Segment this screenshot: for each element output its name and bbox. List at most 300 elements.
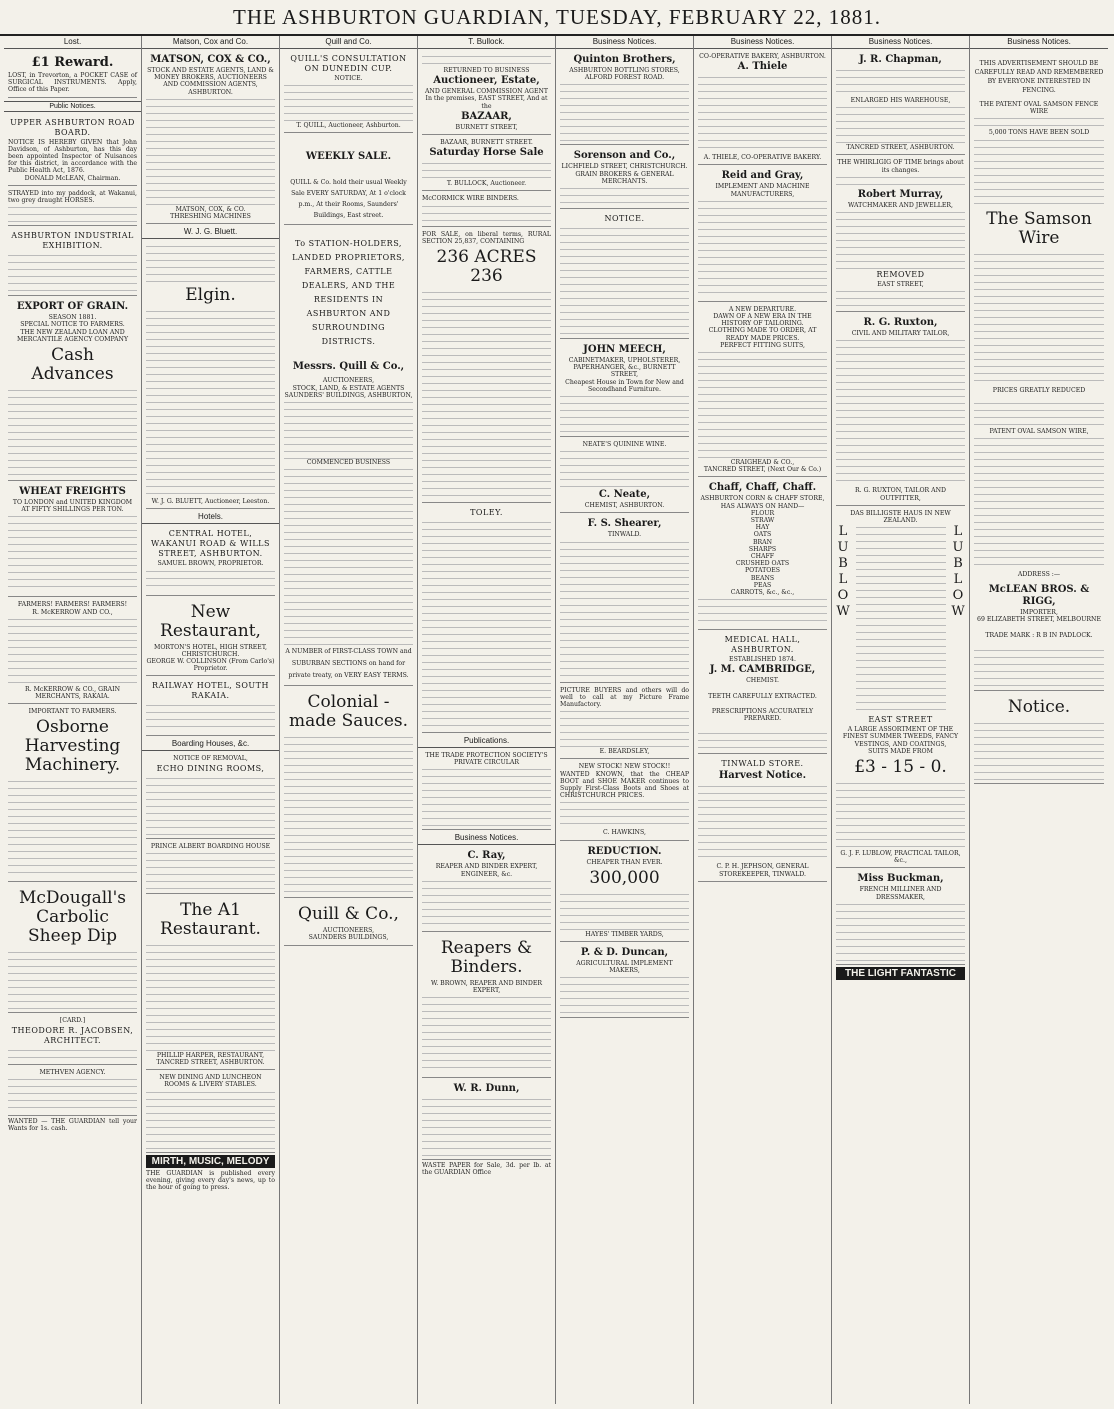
- ad-sub: ASHBURTON CORN & CHAFF STORE,: [700, 495, 825, 503]
- ad-title: QUILL'S CONSULTATION ON DUNEDIN CUP.: [290, 54, 407, 73]
- chaff-item: PEAS: [753, 581, 772, 589]
- ad-sub: TINWALD.: [607, 531, 642, 539]
- column-head: Matson, Cox and Co.: [142, 36, 279, 49]
- ad-title: REDUCTION.: [587, 845, 662, 857]
- ad-sign: A. THIELE, CO-OPERATIVE BAKERY.: [703, 154, 822, 162]
- ad-title: PRINCE ALBERT BOARDING HOUSE: [150, 842, 271, 850]
- masthead-title: THE ASHBURTON GUARDIAN, TUESDAY, FEBRUARY 22, 1881.: [233, 5, 881, 29]
- mccormick-ad: [422, 193, 551, 226]
- ad-text: FOR SALE, on liberal terms, RURAL SECTION 25,837, CONTAINING: [422, 230, 551, 245]
- chaff-item: CHAFF: [750, 553, 775, 561]
- text-block: [560, 539, 689, 679]
- text-block: [836, 901, 965, 961]
- column-head: Business Notices.: [694, 36, 831, 49]
- column-8: [970, 36, 1108, 1404]
- ad-sub: THE PATENT OVAL SAMSON FENCE WIRE: [979, 101, 1099, 116]
- text-block: [422, 160, 551, 180]
- ad-sub: CHEMIST, ASHBURTON.: [584, 502, 665, 510]
- text-block: [856, 524, 946, 714]
- text-block: [146, 702, 275, 732]
- text-block: [836, 337, 965, 487]
- ad-sub: AGRICULTURAL IMPLEMENT MAKERS,: [576, 960, 673, 975]
- ad-title: TINWALD STORE.: [721, 759, 804, 769]
- ruxton-ad: [836, 314, 965, 506]
- ad-title: THE TRADE PROTECTION SOCIETY'S PRIVATE CIRCULAR: [425, 752, 548, 767]
- section-head: Business Notices.: [418, 832, 555, 845]
- weekly-sale-ad: [284, 135, 413, 225]
- text-block: [560, 225, 689, 335]
- text-block: [284, 466, 413, 646]
- section-head: Hotels.: [142, 511, 279, 524]
- ad-sub: RETURNED TO BUSINESS: [443, 67, 530, 74]
- ad-sub: HAS ALWAYS ON HAND—: [720, 502, 805, 510]
- bakery-ad: [698, 51, 827, 165]
- section-head: W. J. G. Bluett.: [142, 226, 279, 239]
- farmers-ad: [8, 599, 137, 704]
- ad-title: P. & D. Duncan,: [580, 947, 669, 959]
- ad-title: The A1 Restaurant.: [160, 899, 261, 939]
- ad-sub: ADDRESS :—: [1017, 571, 1061, 579]
- trade-ad: [422, 750, 551, 830]
- ad-text: LOST, in Trevorton, a POCKET CASE of SURGICAL INSTRUMENTS. Apply, Office of this Paper.: [8, 72, 137, 94]
- ad-title: McCORMICK WIRE BINDERS.: [422, 195, 519, 203]
- ad-sub: IMPLEMENT AND MACHINE MANUFACTURERS,: [715, 183, 810, 198]
- ad-sub: FRENCH MILLINER AND DRESSMAKER,: [859, 886, 942, 901]
- ad-sub: STOCK AND ESTATE AGENTS, LAND & MONEY BROKERS, AUCTIONEERS AND COMMISSION AGENTS, ASHBURTON.: [147, 67, 274, 96]
- text-block: [698, 596, 827, 626]
- columns: [4, 36, 1110, 1404]
- ad-sub: IMPORTANT TO FARMERS.: [28, 708, 117, 716]
- ad-title: A. Thiele: [737, 61, 788, 73]
- ad-title: C. Ray,: [467, 850, 506, 862]
- boots-ad: [560, 761, 689, 840]
- ad-title: Osborne Harvesting Machinery.: [24, 717, 121, 776]
- ad-title: RAILWAY HOTEL, SOUTH RAKAIA.: [152, 681, 269, 701]
- notice-ad: [560, 211, 689, 339]
- text-block: [974, 435, 1104, 565]
- ad-sub: THRESHING MACHINES: [170, 213, 251, 221]
- ad-sub: SUITS MADE FROM: [868, 747, 933, 755]
- reward-ad: [8, 51, 137, 98]
- ad-title: R. G. Ruxton,: [863, 317, 938, 329]
- text-block: [8, 616, 137, 686]
- ad-sub: ASHBURTON BOTTLING STORES, ALFORD FOREST ROAD.: [569, 67, 680, 82]
- ad-sub: CLOTHING MADE TO ORDER, AT READY MADE PRICES.: [708, 327, 817, 342]
- ad-title: MATSON, COX & CO.,: [150, 54, 271, 65]
- ad-title: UPPER ASHBURTON ROAD BOARD.: [10, 117, 135, 137]
- text-block: [836, 209, 965, 269]
- ad-sub: CABINETMAKER, UPHOLSTERER, PAPERHANGER, &c., BURNETT STREET,: [568, 357, 681, 379]
- section-head: Public Notices.: [4, 101, 141, 112]
- ad-sign: R. McKERROW & CO., GRAIN MERCHANTS, RAKAIA.: [25, 685, 120, 701]
- ad-title: J. R. Chapman,: [859, 54, 942, 65]
- architect-ad: [8, 1015, 137, 1064]
- chaff-item: HAY: [755, 524, 770, 532]
- ad-sign: SAMUEL BROWN, PROPRIETOR.: [157, 560, 264, 568]
- ad-sub: TRADE MARK : R B IN PADLOCK.: [985, 631, 1093, 639]
- shearer-ad: [560, 515, 689, 682]
- text-block: [836, 104, 965, 144]
- ad-sub: 69 ELIZABETH STREET, MELBOURNE: [977, 616, 1101, 624]
- ad-sub: [CARD.]: [59, 1017, 86, 1025]
- ad-text: NOTICE IS HEREBY GIVEN that John Davidson, of Ashburton, has this day been appointed Inspector of Nuisances for this district, in accordance with the Public Health Act, 1876.: [8, 138, 137, 175]
- section-head: Publications.: [418, 735, 555, 748]
- sauces-ad: [284, 688, 413, 898]
- methven-ad: [8, 1067, 137, 1116]
- ad-sub: STOCK, LAND, & ESTATE AGENTS: [292, 384, 405, 392]
- ad-sub: SEASON 1881.: [48, 314, 97, 322]
- chaff-item: BRAN: [752, 538, 773, 546]
- ad-title: FARMERS! FARMERS! FARMERS!: [17, 601, 128, 609]
- ad-sub: PRICES GREATLY REDUCED: [992, 386, 1086, 394]
- column-3: [280, 36, 418, 1404]
- ad-title: New Restaurant,: [160, 601, 261, 641]
- ad-sign: CRAIGHEAD & CO.,: [730, 459, 795, 467]
- ad-title: WHEAT FREIGHTS: [19, 486, 126, 498]
- column-head: T. Bullock.: [418, 36, 555, 49]
- text-block: [836, 288, 965, 308]
- ad-sign: PHILLIP HARPER, RESTAURANT, TANCRED STREET, ASHBURTON.: [156, 1051, 265, 1067]
- ad-sign: G. J. F. LUBLOW, PRACTICAL TAILOR, &c.,: [840, 850, 961, 865]
- ad-sub: EAST STREET: [868, 715, 933, 725]
- text-block: [422, 878, 551, 928]
- ad-sub: DAWN OF A NEW ERA IN THE HISTORY OF TAILORING.: [713, 313, 812, 328]
- ad-title: BAZAAR,: [461, 110, 512, 122]
- ad-sub: 5,000 TONS HAVE BEEN SOLD: [988, 129, 1090, 137]
- text-block: [974, 400, 1104, 428]
- albert-ad: [146, 841, 275, 894]
- central-hotel-ad: [146, 526, 275, 595]
- text-block: [8, 778, 137, 878]
- text-block: [146, 942, 275, 1052]
- ad-sign: T. QUILL, Auctioneer, Ashburton.: [296, 122, 401, 130]
- ad-sub: R. McKERROW AND CO.,: [32, 608, 113, 616]
- samson-ad: [974, 51, 1104, 691]
- ad-title: METHVEN AGENCY.: [39, 1068, 106, 1076]
- ad-sub: CO-OPERATIVE BAKERY, ASHBURTON.: [699, 53, 826, 60]
- text-block: [698, 730, 827, 750]
- ad-title: NEATE'S QUININE WINE.: [582, 441, 667, 449]
- chaff-item: POTATOES: [744, 567, 781, 575]
- ad-sub: PRESCRIPTIONS ACCURATELY PREPARED.: [711, 707, 814, 723]
- ad-title: Elgin.: [185, 285, 236, 306]
- ad-sub: CHEMIST.: [746, 677, 779, 685]
- ad-sub: BAZAAR, BURNETT STREET.: [440, 139, 533, 147]
- ad-title: Chaff, Chaff, Chaff.: [708, 482, 817, 494]
- ad-title: 300,000: [589, 867, 660, 888]
- text-block: [836, 780, 965, 850]
- ad-title: REMOVED: [876, 270, 925, 280]
- wheat-ad: [8, 483, 137, 597]
- ad-sub: AND GENERAL COMMISSION AGENT: [424, 88, 549, 96]
- ad-title: Harvest Notice.: [718, 770, 807, 782]
- quill-station-ad: [284, 227, 413, 686]
- column-5: [556, 36, 694, 1404]
- ad-title: 236 ACRES 236: [436, 247, 537, 287]
- column-head: Business Notices.: [970, 36, 1108, 49]
- ad-text: THE WHIRLIGIG OF TIME brings about its changes.: [837, 159, 964, 174]
- column-1: [4, 36, 142, 1404]
- ad-sub: TANCRED STREET, (Next Our & Co.): [703, 466, 822, 474]
- picture-ad: [560, 685, 689, 760]
- ad-sign: C. HAWKINS,: [603, 829, 646, 837]
- text-block: [698, 349, 827, 459]
- ad-title: Auctioneer, Estate,: [433, 75, 540, 87]
- vertical-word: LUBLOW: [836, 524, 850, 620]
- a1-ad: [146, 896, 275, 1070]
- reapers-ad: [422, 934, 551, 1078]
- text-block: [560, 81, 689, 141]
- reid-ad: [698, 167, 827, 301]
- ad-title: WEEKLY SALE.: [305, 151, 392, 163]
- column-2: [142, 36, 280, 1404]
- lublow-ad: [836, 508, 965, 869]
- tailoring-ad: [698, 304, 827, 478]
- ad-title: Reapers & Binders.: [440, 937, 533, 977]
- text-block: [974, 115, 1104, 129]
- text-block: [560, 185, 689, 205]
- text-block: [146, 96, 275, 206]
- text-block: [8, 949, 137, 1009]
- ad-sign: R. G. RUXTON, TAILOR AND OUTFITTER,: [854, 487, 947, 502]
- chaff-item: OATS: [753, 531, 772, 539]
- text-block: [8, 204, 137, 222]
- ad-sub: TO LONDON and UNITED KINGDOM AT FIFTY SHILLINGS PER TON.: [12, 499, 133, 514]
- chaff-item: SHARPS: [748, 545, 777, 553]
- text-block: [8, 513, 137, 593]
- ad-sub: ESTABLISHED 1874.: [729, 656, 796, 664]
- ad-title: W. R. Dunn,: [453, 1083, 520, 1095]
- text-block: [422, 1096, 551, 1156]
- chaff-items: [698, 510, 827, 596]
- ad-sub: MORTON'S HOTEL, HIGH STREET, CHRISTCHURCH.: [153, 643, 268, 658]
- consultation-ad: [284, 51, 413, 133]
- rural-ad: [422, 229, 551, 503]
- ad-sub: NOTICE OF REMOVAL,: [173, 755, 248, 763]
- ad-sub: BURNETT STREET,: [455, 123, 518, 131]
- dining-ad: [146, 1072, 275, 1152]
- text-block: [698, 783, 827, 863]
- ad-title: JOHN MEECH,: [583, 344, 666, 356]
- ad-sub: LICHFIELD STREET, CHRISTCHURCH.: [561, 163, 688, 171]
- ad-title: £1 Reward.: [31, 55, 114, 70]
- ad-sub: CHEAPER THAN EVER.: [586, 858, 663, 866]
- meech-ad: [560, 341, 689, 437]
- text-block: [8, 1047, 137, 1061]
- ad-sub: TEETH CAREFULLY EXTRACTED.: [708, 692, 817, 700]
- text-block: [8, 387, 137, 477]
- ad-sub: SAUNDERS BUILDINGS,: [308, 934, 389, 942]
- wanted-ad: WANTED — THE GUARDIAN tell your Wants for 1s. cash.: [8, 1117, 137, 1133]
- ad-title: ECHO DINING ROOMS,: [156, 763, 265, 773]
- ad-title: TOLEY.: [470, 508, 503, 518]
- price-display: £3 - 15 - 0.: [854, 757, 947, 778]
- ad-sub: PERFECT FITTING SUITS,: [720, 341, 805, 349]
- ray-ad: [422, 847, 551, 931]
- ad-sign: TANCRED STREET, ASHBURTON.: [846, 144, 955, 152]
- fantastic-banner: THE LIGHT FANTASTIC: [836, 967, 965, 980]
- ad-title: Messrs. Quill & Co.,: [292, 361, 405, 373]
- ad-title: A NEW DEPARTURE.: [728, 305, 797, 313]
- text-block: [836, 174, 965, 188]
- ad-title: NEW DINING AND LUNCHEON ROOMS & LIVERY STABLES.: [159, 1074, 262, 1089]
- text-block: [146, 775, 275, 835]
- duncan-ad: [560, 944, 689, 1018]
- strayed-ad: [8, 188, 137, 226]
- ad-title: MEDICAL HALL, ASHBURTON.: [724, 635, 801, 655]
- ad-text: WANTED KNOWN, that the CHEAP BOOT and SHOE MAKER continues to Supply First-Class Boots and Shoes at CHRISTCHURCH PRICES.: [560, 770, 689, 800]
- ad-title: Notice.: [1007, 696, 1071, 717]
- ad-sub: CIVIL AND MILITARY TAILOR,: [851, 330, 950, 338]
- guardian-note: THE GUARDIAN is published every evening, giving every day's news, up to the hour of going to press.: [146, 1169, 275, 1192]
- ad-sub: PATENT OVAL SAMSON WIRE,: [989, 427, 1089, 435]
- ad-title: C. Neate,: [598, 489, 651, 501]
- ad-sign: DONALD McLEAN, Chairman.: [24, 174, 121, 182]
- text-block: [698, 198, 827, 298]
- text-block: [422, 994, 551, 1074]
- column-head: Quill and Co.: [280, 36, 417, 49]
- text-block: [974, 251, 1104, 381]
- ad-title: Cash Advances: [31, 345, 114, 385]
- quinine-ad: [560, 439, 689, 513]
- ad-sub: Cheapest House in Town for New and Secondhand Furniture.: [565, 378, 684, 393]
- ad-title: The Samson Wire: [986, 208, 1092, 248]
- text-block: [8, 252, 137, 292]
- buckman-ad: [836, 870, 965, 964]
- chaff-ad: [698, 479, 827, 630]
- chaff-item: CRUSHED OATS: [735, 560, 790, 568]
- ad-title: Saturday Horse Sale: [429, 147, 544, 159]
- ad-title: To STATION-HOLDERS, LANDED PROPRIETORS, FARMERS, CATTLE DEALERS, AND THE RESIDENTS IN ASHBURTON AND SURROUNDING DISTRICTS.: [292, 239, 405, 347]
- toley-ad: [422, 505, 551, 733]
- ad-sign: W. J. G. BLUETT, Auctioneer, Leeston.: [151, 498, 270, 506]
- text-block: [284, 399, 413, 459]
- ad-sub: SAUNDERS' BUILDINGS, ASHBURTON,: [284, 391, 413, 399]
- ad-text: A LARGE ASSORTMENT OF THE FINEST SUMMER TWEEDS, FANCY VESTINGS, AND COATINGS,: [842, 726, 959, 748]
- text-block: [284, 82, 413, 122]
- column-head: Business Notices.: [556, 36, 693, 49]
- ad-text: PICTURE BUYERS and others will do well to call at my Picture Frame Manufactory.: [560, 686, 689, 709]
- whirligig-ad: [836, 157, 965, 312]
- ad-sign: C. P. H. JEPHSON, GENERAL STOREKEEPER, TINWALD.: [716, 863, 809, 878]
- ad-sub: ENLARGED HIS WAREHOUSE,: [850, 97, 951, 104]
- text-block: [560, 891, 689, 931]
- text-block: [422, 203, 551, 223]
- text-block: [974, 720, 1104, 780]
- grain-ad: [8, 298, 137, 481]
- ad-title: Reid and Gray,: [721, 170, 804, 182]
- column-4: [418, 36, 556, 1404]
- section-head: Boarding Houses, &c.: [142, 738, 279, 751]
- ad-title: Robert Murray,: [857, 188, 944, 200]
- text-block: [422, 519, 551, 729]
- text-block: [974, 647, 1104, 687]
- notice-ad: [974, 693, 1104, 784]
- ad-title: McDougall's Carbolic Sheep Dip: [18, 888, 127, 947]
- ad-title: Miss Buckman,: [857, 873, 944, 885]
- text-block: [422, 53, 551, 67]
- text-block: [560, 448, 689, 488]
- ad-sub: GRAIN BROKERS & GENERAL MERCHANTS.: [575, 170, 674, 185]
- ad-sign: E. BEARDSLEY,: [599, 748, 650, 756]
- text-block: [146, 1089, 275, 1149]
- medical-ad: [698, 632, 827, 754]
- ad-title: NOTICE.: [604, 214, 645, 224]
- column-6: [694, 36, 832, 1404]
- road-board-ad: [8, 115, 137, 186]
- exhibition-ad: [8, 228, 137, 296]
- text-block: [284, 734, 413, 894]
- lublow-block: [836, 524, 965, 714]
- text-block: [422, 766, 551, 826]
- ad-title: NEW STOCK! NEW STOCK!!: [578, 763, 671, 771]
- column-7: [832, 36, 970, 1404]
- chapman-ad: [836, 51, 965, 155]
- ad-sub: W. BROWN, REAPER AND BINDER EXPERT,: [430, 979, 543, 995]
- text-block: [560, 799, 689, 829]
- waste-paper-ad: WASTE PAPER for Sale, 3d. per lb. at the GUARDIAN Office: [422, 1162, 551, 1177]
- elgin-ad: [146, 241, 275, 509]
- quinton-ad: [560, 51, 689, 145]
- dunn-ad: [422, 1080, 551, 1160]
- text-block: [146, 243, 275, 283]
- ad-sub: SPECIAL NOTICE TO FARMERS.: [20, 321, 125, 329]
- ad-sub: COMMENCED BUSINESS: [306, 459, 391, 467]
- text-block: [560, 393, 689, 433]
- ad-sub: WATCHMAKER AND JEWELLER,: [847, 201, 954, 209]
- ad-sign: HAYES' TIMBER YARDS,: [585, 930, 664, 938]
- quill-co-ad: [284, 900, 413, 945]
- ad-title: CENTRAL HOTEL, WAKANUI ROAD & WILLS STREET, ASHBURTON.: [151, 529, 270, 559]
- text-block: [698, 74, 827, 154]
- timber-ad: [560, 843, 689, 942]
- ad-text: STRAYED into my paddock, at Wakanui, two grey draught HORSES.: [8, 189, 137, 205]
- text-block: [422, 289, 551, 499]
- mirth-banner: MIRTH, MUSIC, MELODY: [146, 1155, 275, 1168]
- ad-sign: GEORGE W. COLLINSON (From Carlo's) Proprietor.: [146, 658, 275, 673]
- text-block: [146, 568, 275, 592]
- ad-title: EXPORT OF GRAIN.: [16, 301, 129, 313]
- masthead: [0, 0, 1114, 36]
- chaff-item: FLOUR: [750, 509, 775, 517]
- text-block: [146, 308, 275, 498]
- ad-title: Colonial - made Sauces.: [288, 692, 409, 732]
- ad-title: Sorenson and Co.,: [573, 150, 676, 162]
- mcdougall-ad: [8, 884, 137, 1013]
- text-block: [146, 850, 275, 890]
- chaff-item: BEANS: [750, 574, 775, 582]
- column-head: Business Notices.: [832, 36, 969, 49]
- ad-title: Quinton Brothers,: [573, 54, 676, 65]
- ad-sub: AUCTIONEERS,: [322, 377, 375, 385]
- ad-text: THIS ADVERTISEMENT SHOULD BE CAREFULLY READ AND REMEMBERED BY EVERYONE INTERESTED IN FENCING.: [974, 60, 1104, 94]
- text-block: [836, 67, 965, 97]
- ad-sub: THE NEW ZEALAND LOAN AND MERCANTILE AGENCY COMPANY: [16, 328, 129, 343]
- echo-ad: [146, 753, 275, 838]
- text-block: [560, 974, 689, 1014]
- sorenson-ad: [560, 147, 689, 209]
- restaurant-ad: [146, 598, 275, 677]
- osborne-ad: [8, 706, 137, 882]
- ad-sign: T. BULLOCK, Auctioneer.: [446, 180, 527, 188]
- horse-sale-ad: [422, 137, 551, 191]
- ad-sub: AUCTIONEERS,: [322, 927, 375, 935]
- chaff-item: STRAW: [750, 517, 775, 525]
- ad-title: DAS BILLIGSTE HAUS IN NEW ZEALAND.: [850, 509, 951, 525]
- text-block: [8, 1076, 137, 1112]
- chaff-item: CARROTS, &c., &c.,: [730, 589, 795, 597]
- text-block: [974, 137, 1104, 207]
